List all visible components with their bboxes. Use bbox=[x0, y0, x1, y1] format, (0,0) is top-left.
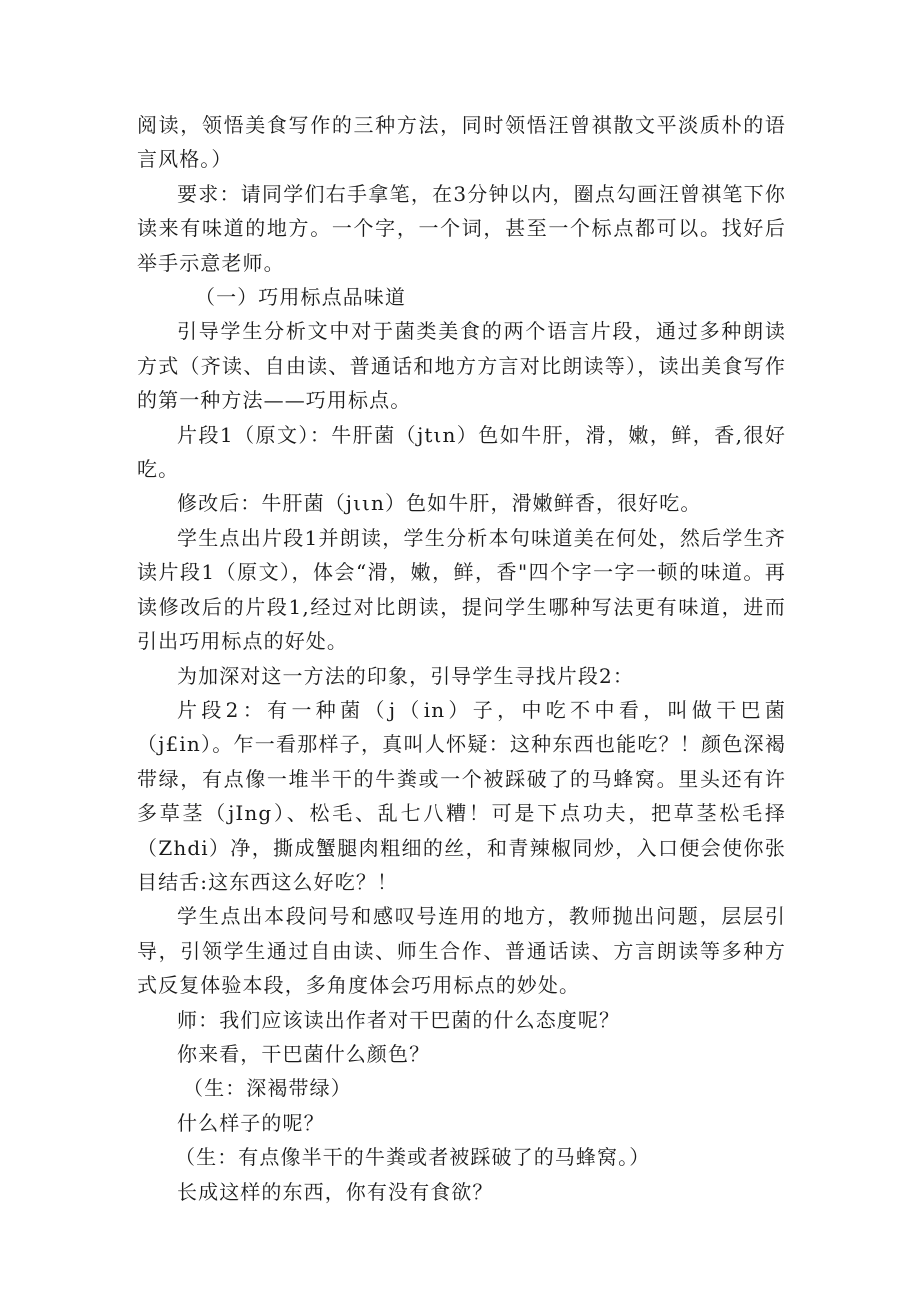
paragraph-excerpt-2-analysis: 学生点出本段问号和感叹号连用的地方，教师抛出问题，层层引导，引领学生通过自由读、师生合作、普通话读、方言朗读等多种方式反复体验本段，多角度体会巧用标点的妙处。 bbox=[137, 904, 786, 998]
paragraph-requirement: 要求：请同学们右手拿笔，在3分钟以内，圈点勾画汪曾祺笔下你读来有味道的地方。一个字，一个词，甚至一个标点都可以。找好后举手示意老师。 bbox=[137, 181, 786, 275]
paragraph-excerpt-1-original: 片段1（原文）：牛肝菌（jtιn）色如牛肝，滑，嫩，鲜，香,很好吃。 bbox=[137, 422, 786, 482]
paragraph-excerpt-2-intro: 为加深对这一方法的印象，引导学生寻找片段2： bbox=[177, 663, 634, 688]
paragraph-intro-end: 阅读，领悟美食写作的三种方法，同时领悟汪曾祺散文平淡质朴的语言风格。） bbox=[137, 113, 786, 172]
paragraph-teacher-question: 师：我们应该读出作者对干巴菌的什么态度呢？ bbox=[177, 1007, 621, 1032]
paragraph-excerpt-1-revised: 修改后：牛肝菌（jιιn）色如牛肝，滑嫩鲜香，很好吃。 bbox=[177, 491, 702, 516]
paragraph-student-answer-2: （生：有点像半干的牛粪或者被踩破了的马蜂窝。） bbox=[175, 1145, 651, 1170]
paragraph-guidance: 引导学生分析文中对于菌类美食的两个语言片段，通过多种朗读方式（齐读、自由读、普通话和地方方言对比朗读等），读出美食写作的第一种方法——巧用标点。 bbox=[137, 319, 786, 413]
paragraph-appetite-question: 长成这样的东西，你有没有食欲？ bbox=[177, 1179, 494, 1204]
section-heading: （一）巧用标点品味道 bbox=[195, 285, 406, 310]
paragraph-color-question: 你来看，干巴菌什么颜色？ bbox=[177, 1041, 431, 1066]
paragraph-student-answer-1: （生：深褐带绿） bbox=[183, 1076, 352, 1101]
paragraph-excerpt-2: 片段2：有一种菌（j（in）子，中吃不中看，叫做干巴菌（j£in）。乍一看那样子，真叫人怀疑：这种东西也能吃？！颜色深褐带绿，有点像一堆半干的牛粪或一个被踩破了的马蜂窝。里头还有许多草茎（jIng）、松毛、乱七八糟！可是下点功夫，把草茎松毛择（Zhdi）净，撕成蟹腿肉粗细的丝，和青辣椒同炒，入口便会使你张目结舌:这东西这么好吃？！ bbox=[137, 697, 786, 894]
paragraph-excerpt-1-analysis: 学生点出片段1并朗读，学生分析本句味道美在何处，然后学生齐读片段1（原文），体会“滑，嫩，鲜，香"四个字一字一顿的味道。再读修改后的片段1,经过对比朗读，提问学生哪种写法更有味道，进而引出巧用标点的好处。 bbox=[137, 525, 786, 654]
paragraph-shape-question: 什么样子的呢？ bbox=[177, 1110, 325, 1135]
